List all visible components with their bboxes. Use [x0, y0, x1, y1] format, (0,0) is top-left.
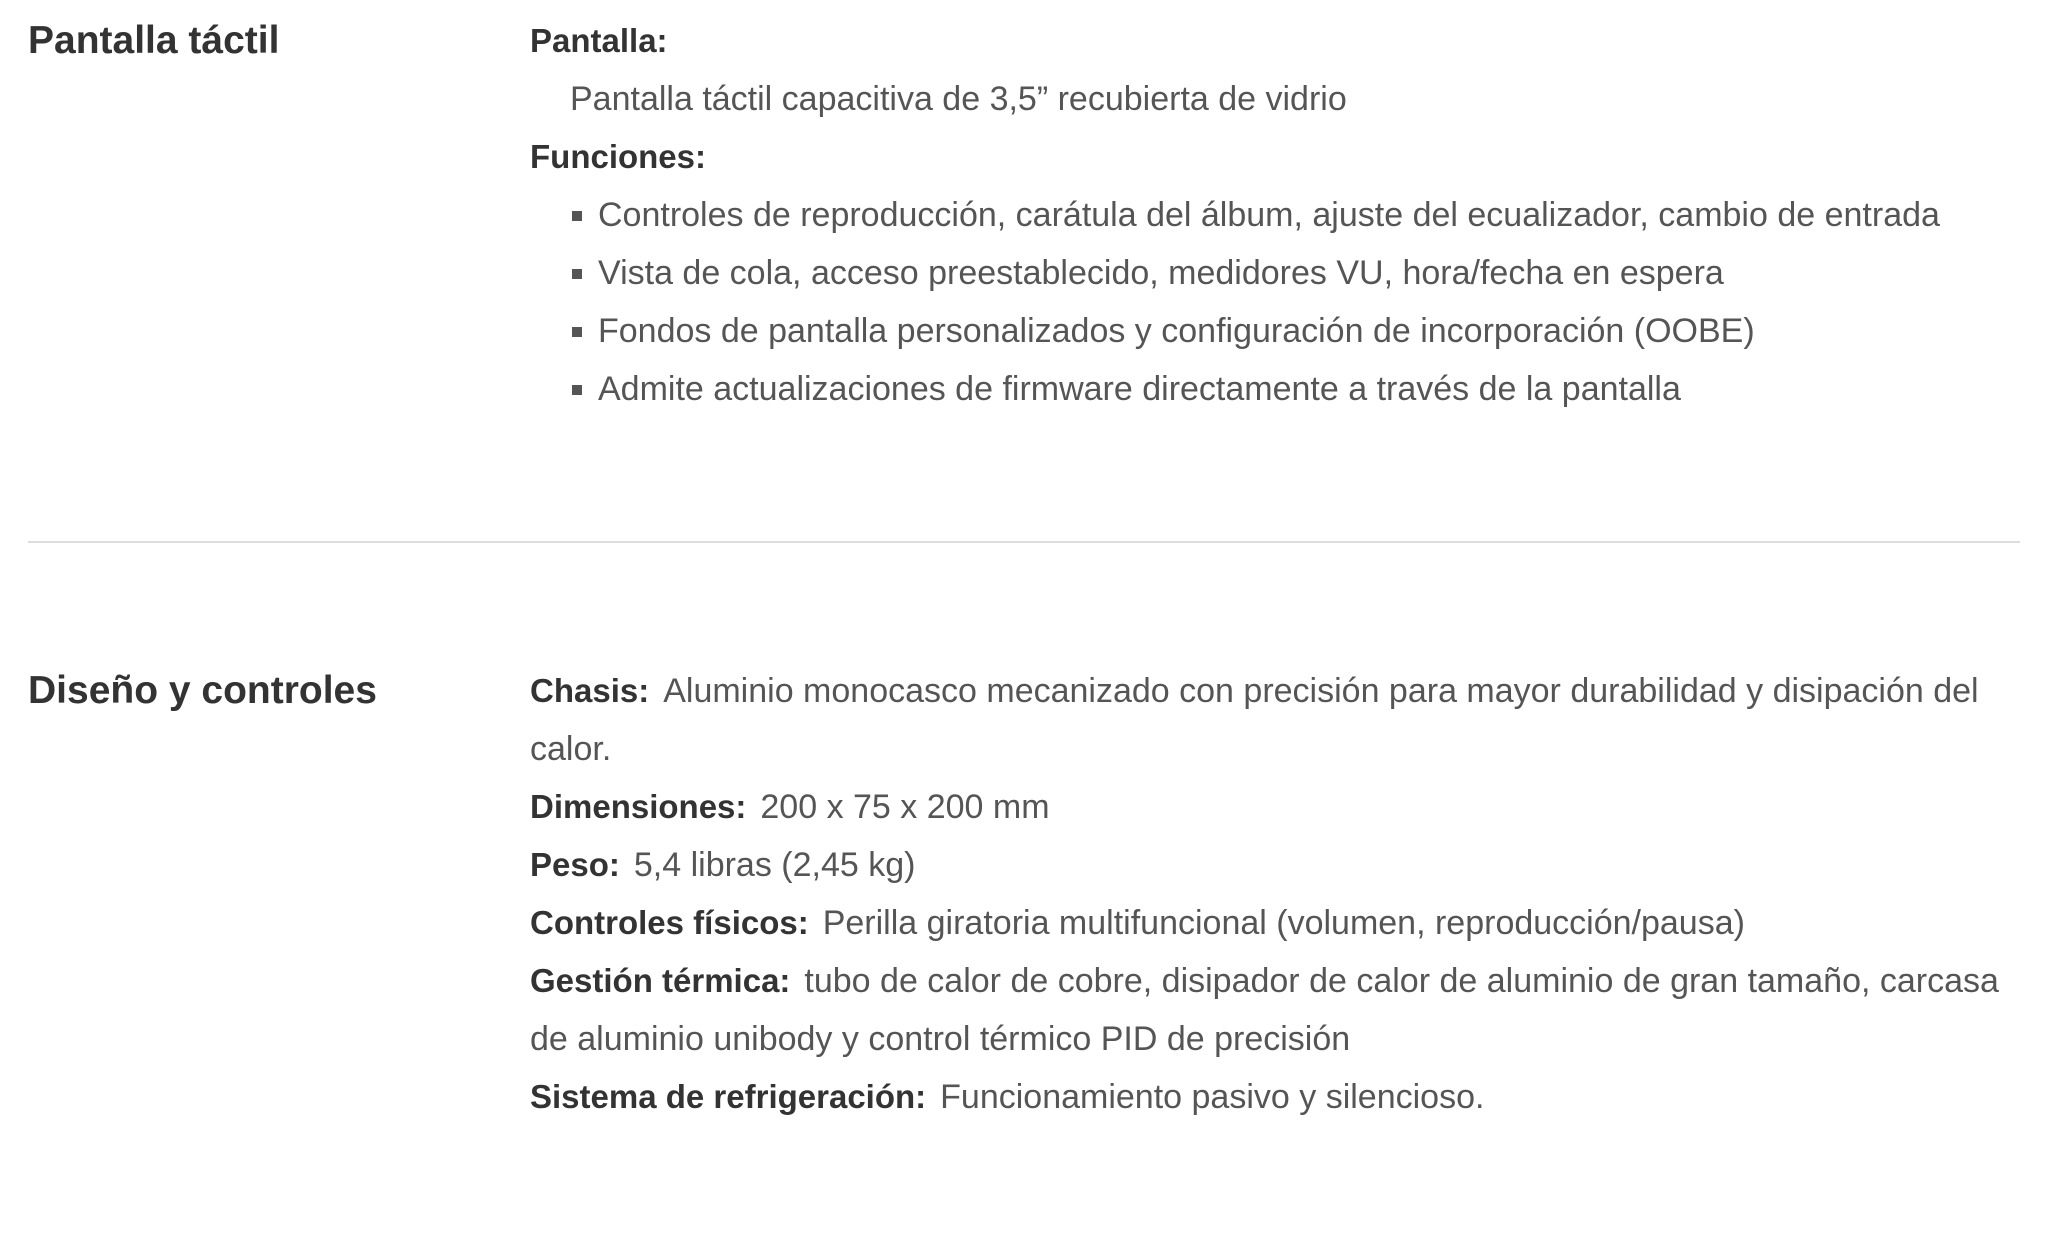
function-text: Admite actualizaciones de firmware directamente a través de la pantalla: [598, 370, 1681, 408]
design-section-body: [530, 662, 2030, 1126]
spec-label: Sistema de refrigeración:: [530, 1078, 927, 1115]
function-text: Vista de cola, acceso preestablecido, medidores VU, hora/fecha en espera: [598, 254, 1724, 292]
design-section-title: Diseño y controles: [28, 669, 377, 712]
spec-label: Dimensiones:: [530, 788, 747, 825]
spec-dimensions: [530, 778, 2030, 836]
section-divider: [28, 541, 2020, 543]
spec-weight: [530, 836, 2030, 894]
spec-value: Funcionamiento pasivo y silencioso.: [940, 1078, 1485, 1116]
bullet-icon: [572, 327, 582, 337]
function-text: Fondos de pantalla personalizados y configuración de incorporación (OOBE): [598, 312, 1755, 350]
list-item: [572, 360, 2030, 418]
functions-list: [530, 186, 2030, 418]
function-text: Controles de reproducción, carátula del álbum, ajuste del ecualizador, cambio de entrada: [598, 196, 1940, 234]
functions-label: Funciones:: [530, 138, 707, 175]
spec-thermal-management: [530, 952, 2030, 1068]
display-value: Pantalla táctil capacitiva de 3,5” recubierta de vidrio: [570, 80, 1347, 118]
bullet-icon: [572, 269, 582, 279]
list-item: [572, 244, 2030, 302]
spec-chasis: [530, 662, 2030, 778]
spec-value: 200 x 75 x 200 mm: [760, 788, 1050, 826]
spec-label: Chasis:: [530, 672, 650, 709]
spec-physical-controls: [530, 894, 2030, 952]
spec-value: tubo de calor de cobre, disipador de calor de aluminio de gran tamaño, carcasa de aluminio unibody y control térmico PID de precisión: [530, 962, 1999, 1058]
display-label: Pantalla:: [530, 22, 668, 59]
list-item: [572, 302, 2030, 360]
spec-value: Perilla giratoria multifuncional (volumen, reproducción/pausa): [822, 904, 1745, 942]
spec-label: Gestión térmica:: [530, 962, 791, 999]
bullet-icon: [572, 385, 582, 395]
spec-value: 5,4 libras (2,45 kg): [633, 846, 916, 884]
spec-cooling-system: [530, 1068, 2030, 1126]
touchscreen-section-title: Pantalla táctil: [28, 19, 280, 62]
spec-value: Aluminio monocasco mecanizado con precisión para mayor durabilidad y disipación del calor.: [530, 672, 1979, 768]
touchscreen-section-body: [530, 12, 2030, 418]
spec-label: Peso:: [530, 846, 620, 883]
spec-label: Controles físicos:: [530, 904, 809, 941]
bullet-icon: [572, 211, 582, 221]
list-item: [572, 186, 2030, 244]
